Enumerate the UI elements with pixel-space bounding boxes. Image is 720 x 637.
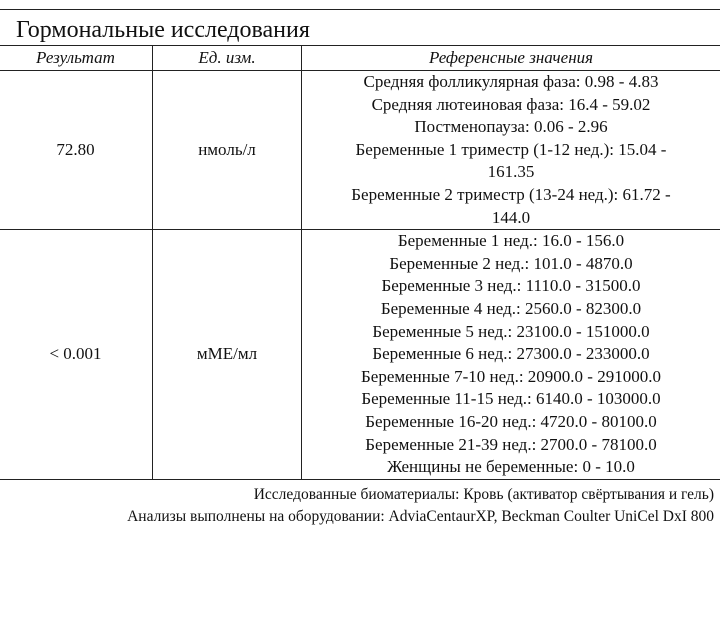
reference-line: 161.35 [487, 162, 535, 182]
reference-line: Беременные 7-10 нед.: 20900.0 - 291000.0 [361, 366, 661, 386]
header-result: Результат [0, 46, 153, 71]
unit-value: мМЕ/мл [153, 230, 302, 480]
reference-line: Постменопауза: 0.06 - 2.96 [414, 117, 608, 137]
table-row [0, 230, 720, 480]
reference-line: Беременные 1 нед.: 16.0 - 156.0 [397, 231, 625, 251]
header-unit: Ед. изм. [153, 46, 302, 71]
reference-line: Беременные 5 нед.: 23100.0 - 151000.0 [372, 321, 650, 341]
reference-line: Беременные 2 нед.: 101.0 - 4870.0 [389, 253, 633, 273]
equipment-note: Анализы выполнены на оборудовании: AdviaCentaurXP, Beckman Coulter UniCel DxI 800 [127, 508, 714, 525]
result-value: 72.80 [0, 71, 153, 230]
reference-line: Женщины не беременные: 0 - 10.0 [387, 457, 635, 477]
reference-line: Беременные 4 нед.: 2560.0 - 82300.0 [380, 298, 642, 318]
report-footer [127, 484, 714, 528]
table-row [0, 71, 720, 230]
reference-line: Беременные 6 нед.: 27300.0 - 233000.0 [372, 344, 650, 364]
reference-line: Беременные 2 триместр (13-24 нед.): 61.72 - [351, 184, 671, 204]
reference-line: Беременные 3 нед.: 1110.0 - 31500.0 [381, 276, 641, 296]
reference-line: 144.0 [491, 207, 531, 227]
reference-line: Беременные 1 триместр (1-12 нед.): 15.04 - [355, 139, 667, 159]
reference-line: Средняя фолликулярная фаза: 0.98 - 4.83 [363, 72, 659, 91]
top-divider [0, 9, 720, 10]
result-value: < 0.001 [0, 230, 153, 480]
results-table [0, 45, 720, 480]
reference-line: Беременные 21-39 нед.: 2700.0 - 78100.0 [365, 434, 657, 454]
section-title: Гормональные исследования [16, 17, 310, 43]
reference-line: Беременные 16-20 нед.: 4720.0 - 80100.0 [365, 411, 657, 431]
unit-value: нмоль/л [153, 71, 302, 230]
header-row [0, 46, 720, 71]
reference-values [302, 230, 720, 480]
header-reference: Референсные значения [302, 46, 720, 71]
reference-values [302, 71, 720, 230]
reference-line: Средняя лютеиновая фаза: 16.4 - 59.02 [371, 94, 651, 114]
biomaterials-note: Исследованные биоматериалы: Кровь (активатор свёртывания и гель) [253, 486, 714, 503]
reference-line: Беременные 11-15 нед.: 6140.0 - 103000.0 [361, 389, 661, 409]
